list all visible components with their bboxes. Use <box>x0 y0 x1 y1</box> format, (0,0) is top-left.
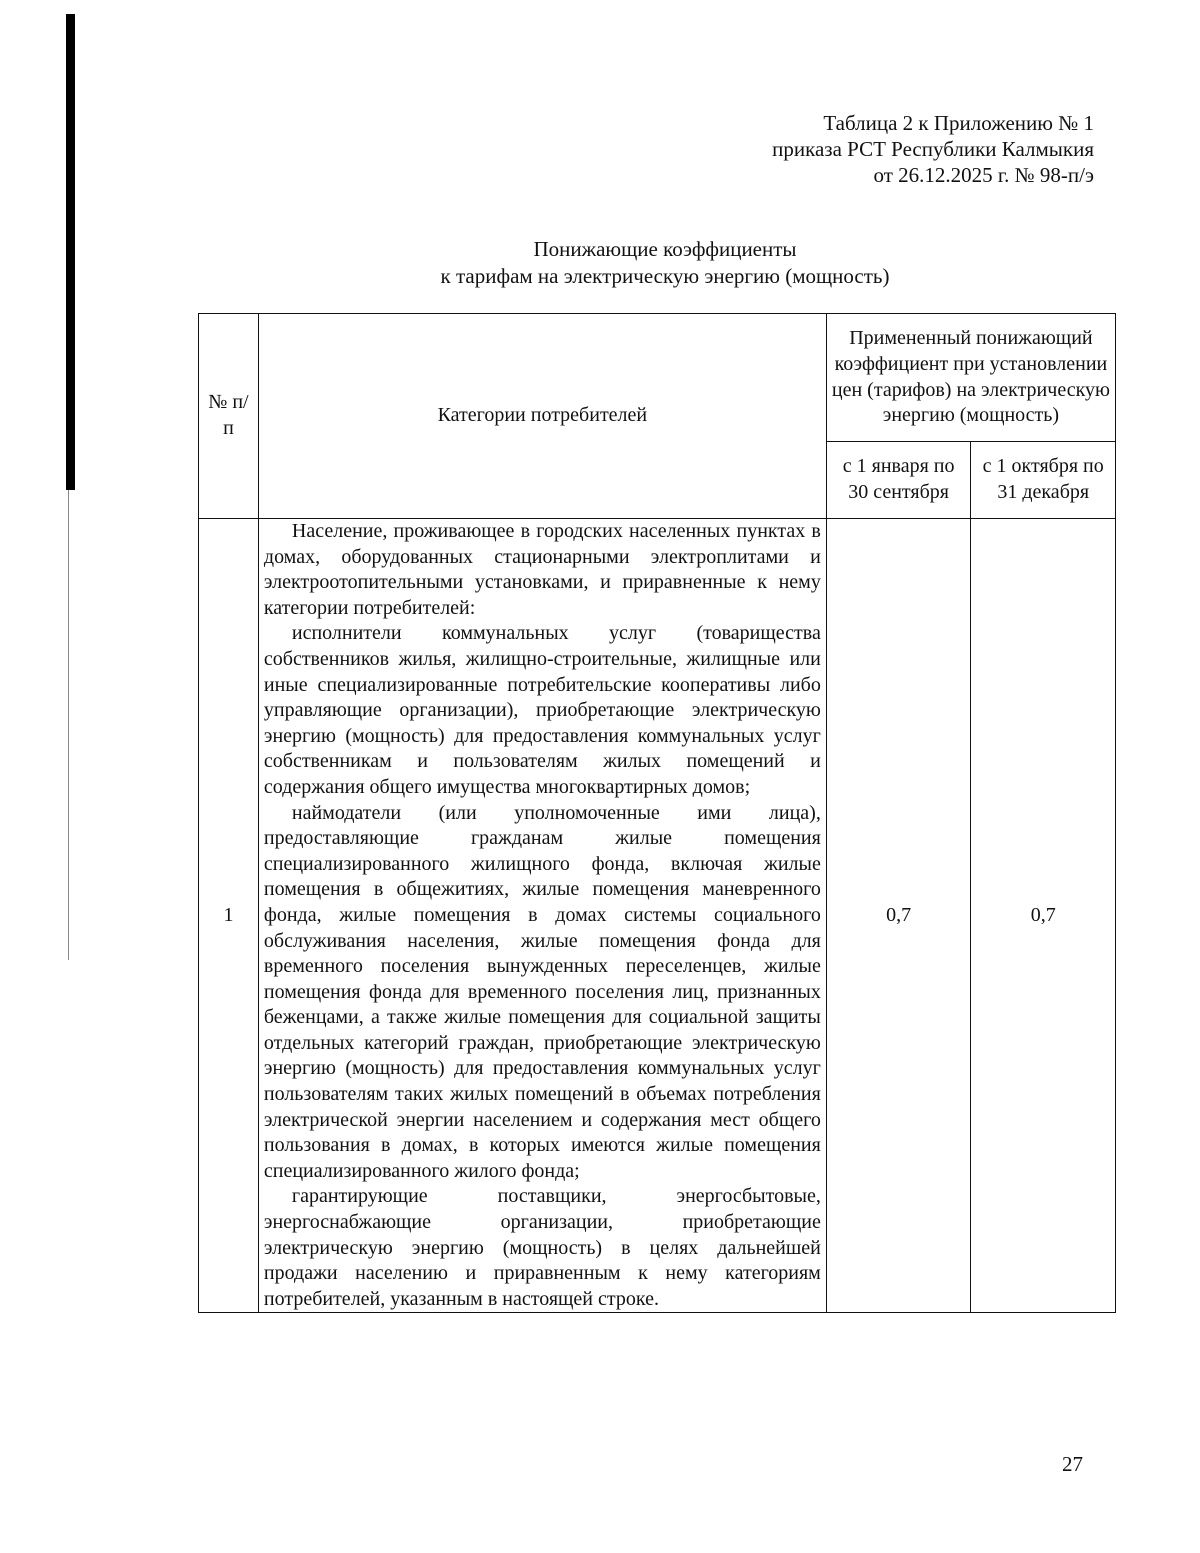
category-paragraph: гарантирующие поставщики, энергосбытовые, энергоснабжающие организации, приобретающие электрическую энергию (мощность) в целях дальнейшей продажи населению и приравненным к нему категориям потребителей, указанным в настоящей строке. <box>263 1185 821 1310</box>
coefficient-period-1: 0,7 <box>826 519 971 1313</box>
category-description <box>258 519 826 1313</box>
header-line-3: от 26.12.2025 г. № 98-п/э <box>873 163 1094 187</box>
scan-edge-line <box>68 490 69 960</box>
title-line-1: Понижающие коэффициенты <box>533 237 797 261</box>
title-line-2: к тарифам на электрическую энергию (мощность) <box>440 264 890 288</box>
coefficients-table <box>198 313 1116 1313</box>
document-header <box>772 110 1094 188</box>
scan-edge-mark <box>66 14 75 490</box>
category-paragraph: исполнители коммунальных услуг (товарищества собственников жилья, жилищно-строительные, жилищные или иные специализированные потребительские кооперативы либо управляющие организации), приобретающие электрическую энергию (мощность) для предоставления коммунальных услуг собственникам и пользователям жилых помещений и содержания общего имущества многоквартирных домов; <box>263 622 821 798</box>
column-header-coefficient: Примененный понижающий коэффициент при установлении цен (тарифов) на электрическую энергию (мощность) <box>826 314 1115 442</box>
category-paragraph: наймодатели (или уполномоченные ими лица), предоставляющие гражданам жилые помещения специализированного жилищного фонда, включая жилые помещения в общежитиях, жилые помещения маневренного фонда, жилые помещения в домах системы социального обслуживания населения, жилые помещения фонда для временного поселения вынужденных переселенцев, жилые помещения фонда для временного поселения лиц, признанных беженцами, а также жилые помещения для социальной защиты отдельных категорий граждан, приобретающие электрическую энергию (мощность) для предоставления коммунальных услуг пользователям таких жилых помещений в объемах потребления электрической энергии населением и содержания мест общего пользования в домах, в которых имеются жилые помещения специализированного жилого фонда; <box>263 801 821 1182</box>
row-number: 1 <box>199 519 259 1313</box>
column-header-number: № п/п <box>199 314 259 519</box>
table-row <box>199 519 1116 1313</box>
column-header-category: Категории потребителей <box>258 314 826 519</box>
document-title <box>330 236 1000 290</box>
column-header-period-1: с 1 января по 30 сентября <box>826 442 971 519</box>
column-header-period-2: с 1 октября по 31 декабря <box>971 442 1116 519</box>
header-line-2: приказа РСТ Республики Калмыкия <box>772 137 1094 161</box>
page-number: 27 <box>1062 1452 1083 1476</box>
header-line-1: Таблица 2 к Приложению № 1 <box>823 111 1094 135</box>
coefficient-period-2: 0,7 <box>971 519 1116 1313</box>
category-paragraph: Население, проживающее в городских населенных пунктах в домах, оборудованных стационарными электроплитами и электроотопительными установками, и приравненные к нему категории потребителей: <box>263 520 821 619</box>
